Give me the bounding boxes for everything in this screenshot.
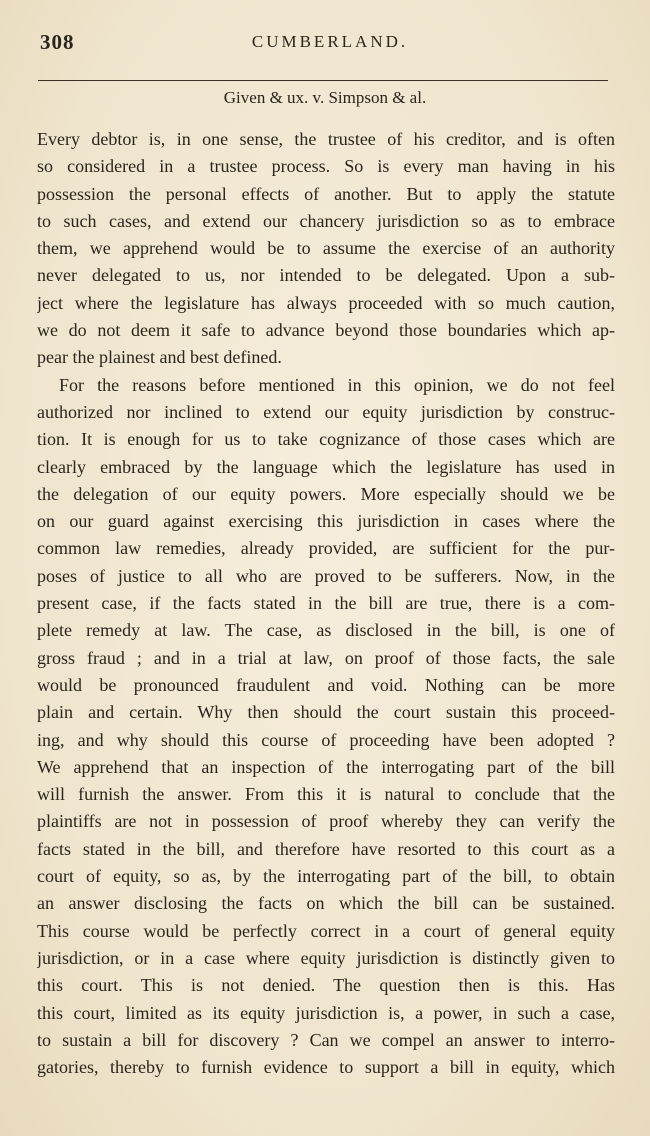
page-header <box>40 30 620 60</box>
text-line: common law remedies, already provided, are sufficient for the pur- <box>37 538 615 559</box>
text-line: will furnish the answer. From this it is natural to conclude that the <box>37 784 615 805</box>
text-line: authorized nor inclined to extend our equity jurisdiction by construc- <box>37 401 615 422</box>
text-line: This course would be perfectly correct in a court of general equity <box>37 920 615 941</box>
text-line: clearly embraced by the language which the legislature has used in <box>37 456 615 477</box>
text-line: present case, if the facts stated in the bill are true, there is a com- <box>37 593 615 614</box>
text-line: we do not deem it safe to advance beyond those boundaries which ap- <box>37 320 615 341</box>
text-line: possession the personal effects of another. But to apply the statute <box>37 183 615 204</box>
text-line: plete remedy at law. The case, as disclosed in the bill, is one of <box>37 620 615 641</box>
text-line: jurisdiction, or in a case where equity jurisdiction is distinctly given to <box>37 947 615 968</box>
text-line: on our guard against exercising this jurisdiction in cases where the <box>37 511 615 532</box>
text-line: plaintiffs are not in possession of proof whereby they can verify the <box>37 811 615 832</box>
body-text <box>37 126 615 1081</box>
text-line: pear the plainest and best defined. <box>37 347 282 368</box>
text-line: to sustain a bill for discovery ? Can we compel an answer to interro- <box>37 1029 615 1050</box>
case-title: Given & ux. v. Simpson & al. <box>223 88 427 107</box>
text-line: plain and certain. Why then should the court sustain this proceed- <box>37 702 615 723</box>
text-line: them, we apprehend would be to assume the exercise of an authority <box>37 238 615 259</box>
page-number: 308 <box>40 30 75 54</box>
header-rule <box>38 80 608 81</box>
text-line: tion. It is enough for us to take cognizance of those cases which are <box>37 429 615 450</box>
text-line: poses of justice to all who are proved to be sufferers. Now, in the <box>37 565 615 586</box>
text-line: never delegated to us, nor intended to be delegated. Upon a sub- <box>37 265 615 286</box>
text-line: an answer disclosing the facts on which the bill can be sustained. <box>37 893 615 914</box>
text-line: to such cases, and extend our chancery jurisdiction so as to embrace <box>37 210 615 231</box>
text-line: this court, limited as its equity jurisdiction is, a power, in such a case, <box>37 1002 615 1023</box>
text-line: We apprehend that an inspection of the interrogating part of the bill <box>37 756 615 777</box>
text-line: court of equity, so as, by the interrogating part of the bill, to obtain <box>37 866 615 887</box>
text-line: facts stated in the bill, and therefore have resorted to this court as a <box>37 838 615 859</box>
text-line: this court. This is not denied. The question then is this. Has <box>37 975 615 996</box>
text-line: For the reasons before mentioned in this opinion, we do not feel <box>59 374 615 395</box>
text-line: gross fraud ; and in a trial at law, on proof of those facts, the sale <box>37 647 615 668</box>
text-line: Every debtor is, in one sense, the trustee of his creditor, and is often <box>37 129 615 149</box>
text-line: would be pronounced fraudulent and void. Nothing can be more <box>37 674 615 695</box>
text-line: so considered in a trustee process. So is every man having in his <box>37 156 615 177</box>
text-line: the delegation of our equity powers. More especially should we be <box>37 483 615 504</box>
running-head: CUMBERLAND. <box>251 32 409 51</box>
text-line: gatories, thereby to furnish evidence to support a bill in equity, which <box>37 1057 615 1078</box>
text-line: ing, and why should this course of proceeding have been adopted ? <box>37 729 615 750</box>
text-line: ject where the legislature has always proceeded with so much caution, <box>37 292 615 313</box>
